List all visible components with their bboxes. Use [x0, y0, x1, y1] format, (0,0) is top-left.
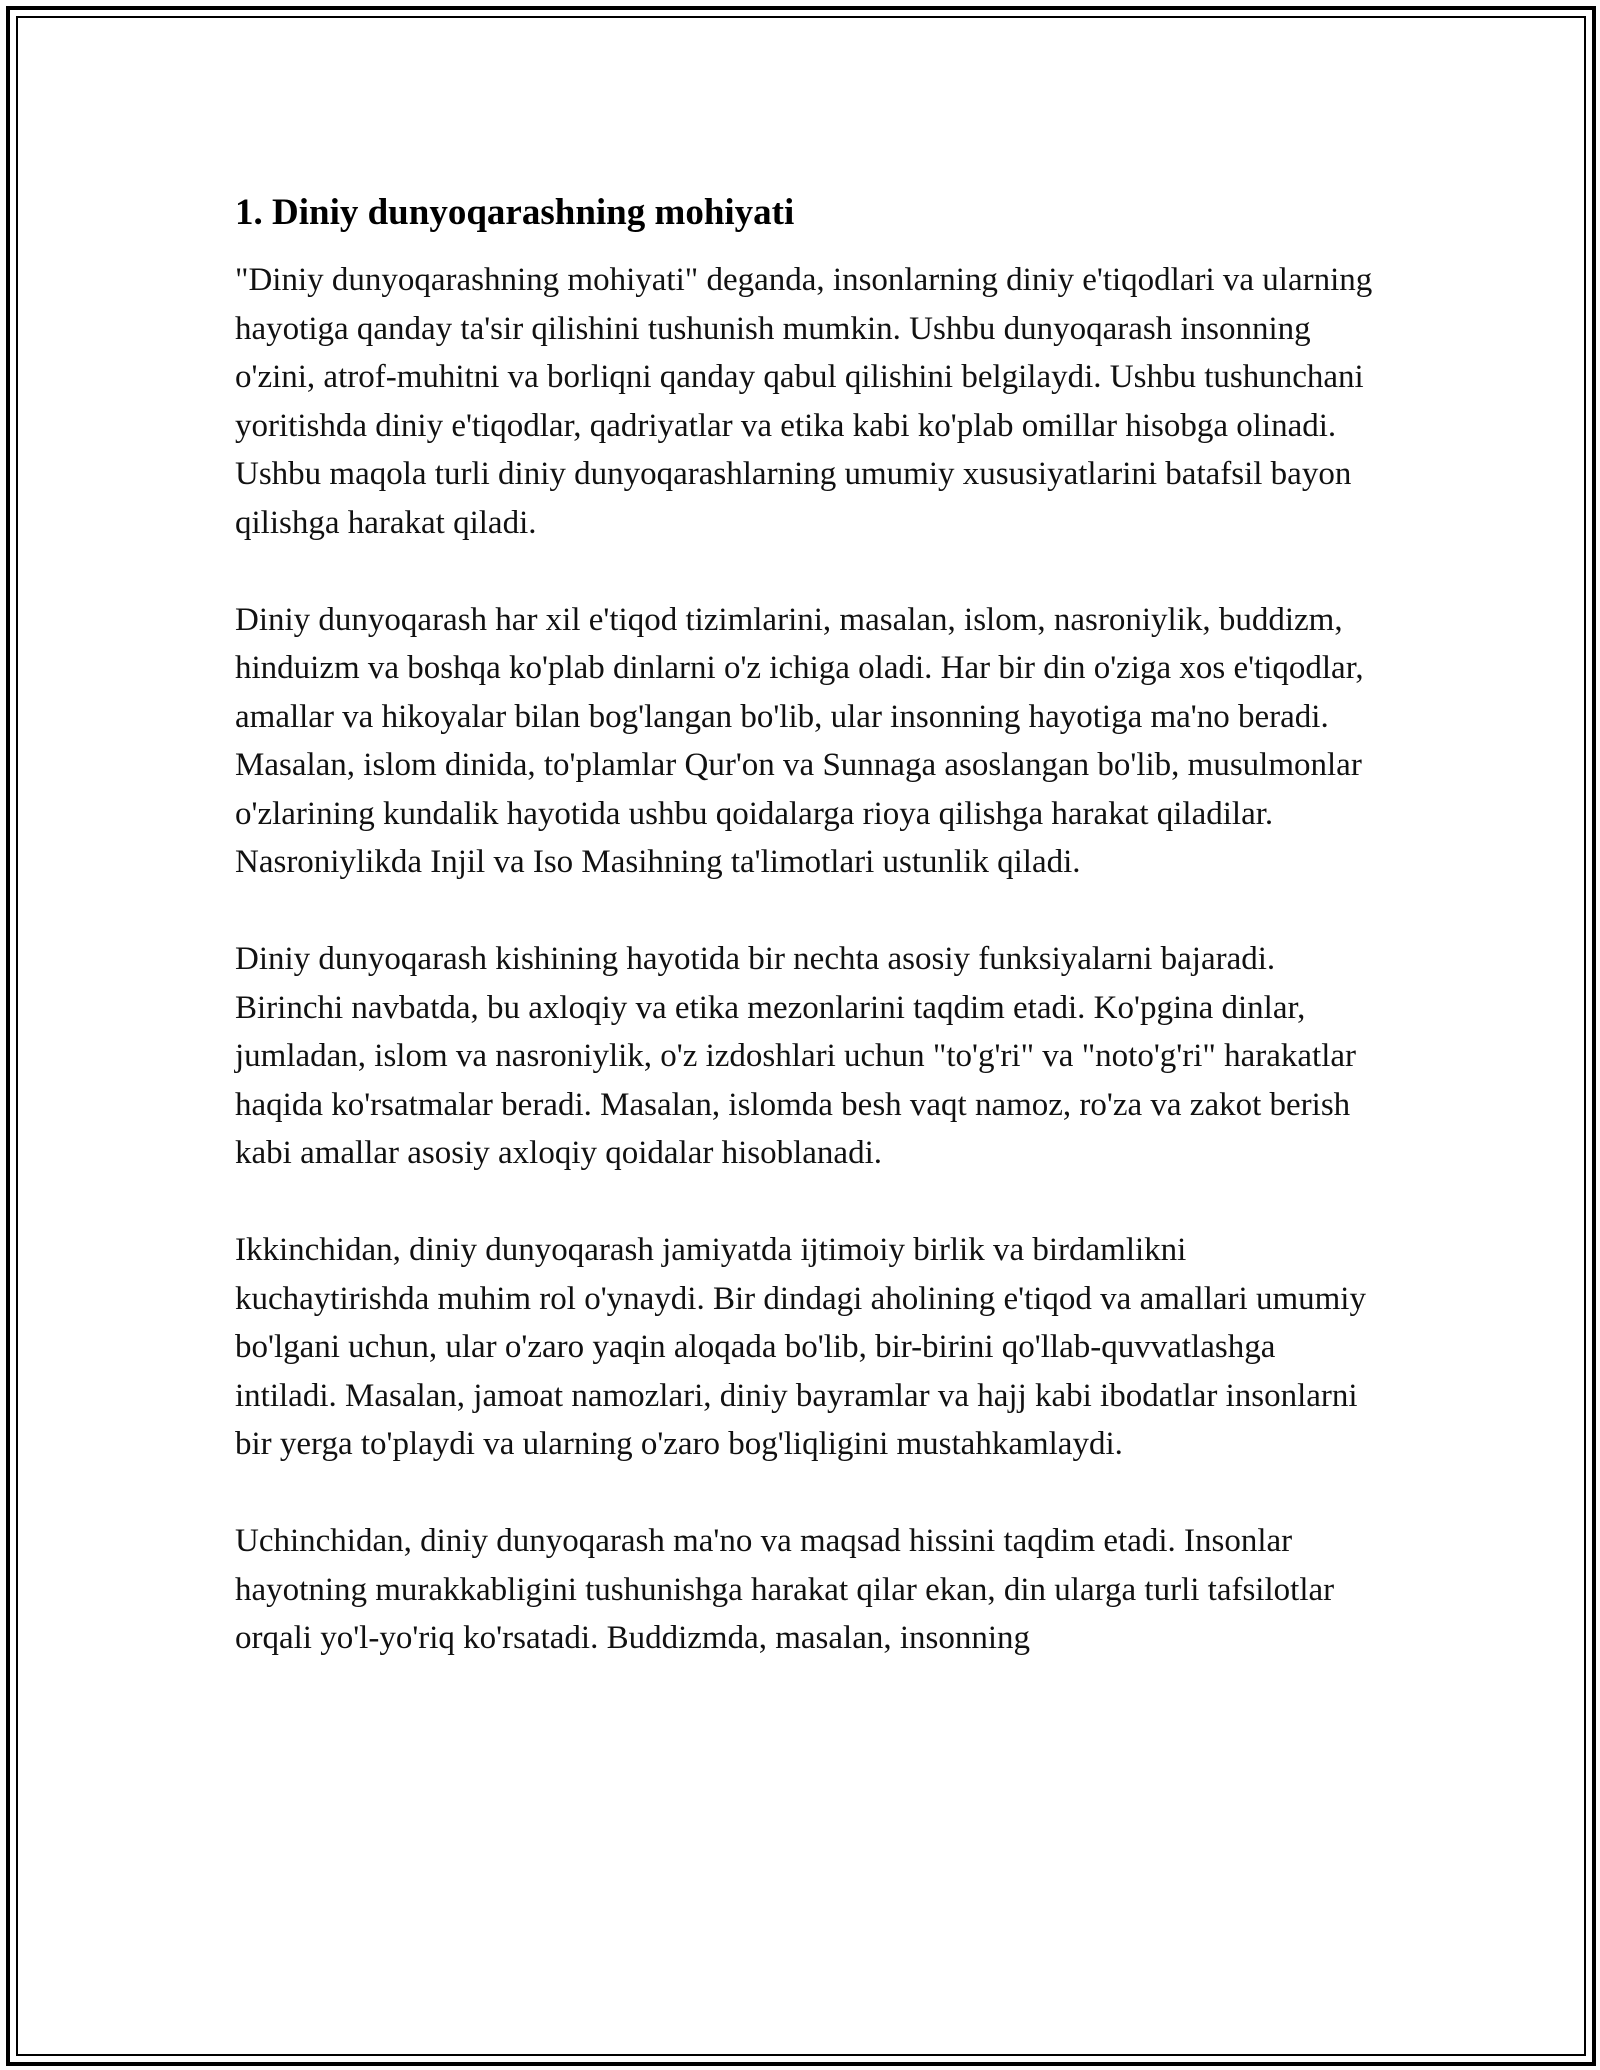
section-heading: 1. Diniy dunyoqarashning mohiyati: [235, 192, 795, 233]
paragraph-3: Diniy dunyoqarash kishining hayotida bir nechta asosiy funksiyalarni bajaradi. Birinchi navbatda, bu axloqiy va etika mezonlarini taqdim etadi. Ko'pgina dinlar, jumladan, islom va nasroniylik, o'z izdoshlari uchun "to'g'ri" va "noto'g'ri" harakatlar haqida ko'rsatmalar beradi. Masalan, islomda besh vaqt namoz, ro'za va zakot berish kabi amallar asosiy axloqiy qoidalar hisoblanadi.: [235, 941, 1357, 1171]
paragraph-2: Diniy dunyoqarash har xil e'tiqod tizimlarini, masalan, islom, nasroniylik, buddizm, hinduizm va boshqa ko'plab dinlarni o'z ichiga oladi. Har bir din o'ziga xos e'tiqodlar, amallar va hikoyalar bilan bog'langan bo'lib, ular insonning hayotiga ma'no beradi. Masalan, islom dinida, to'plamlar Qur'on va Sunnaga asoslangan bo'lib, musulmonlar o'zlarining kundalik hayotida ushbu qoidalarga rioya qilishga harakat qiladilar. Nasroniylikda Injil va Iso Masihning ta'limotlari ustunlik qiladi.: [235, 601, 1364, 880]
paragraph-1: "Diniy dunyoqarashning mohiyati" deganda, insonlarning diniy e'tiqodlari va ularning hayotiga qanday ta'sir qilishini tushunish mumkin. Ushbu dunyoqarash insonning o'zini, atrof-muhitni va borliqni qanday qabul qilishini belgilaydi. Ushbu tushunchani yoritishda diniy e'tiqodlar, qadriyatlar va etika kabi ko'plab omillar hisobga olinadi. Ushbu maqola turli diniy dunyoqarashlarning umumiy xususiyatlarini batafsil bayon qilishga harakat qiladi.: [235, 262, 1373, 541]
paragraph-4: Ikkinchidan, diniy dunyoqarash jamiyatda ijtimoiy birlik va birdamlikni kuchaytirishda muhim rol o'ynaydi. Bir dindagi aholining e'tiqod va amallari umumiy bo'lgani uchun, ular o'zaro yaqin aloqada bo'lib, bir-birini qo'llab-quvvatlashga intiladi. Masalan, jamoat namozlari, diniy bayramlar va hajj kabi ibodatlar insonlarni bir yerga to'playdi va ularning o'zaro bog'liqligini mustahkamlaydi.: [235, 1232, 1366, 1462]
document-body: [235, 188, 1375, 1711]
paragraph-5: Uchinchidan, diniy dunyoqarash ma'no va maqsad hissini taqdim etadi. Insonlar hayotning murakkabligini tushunishga harakat qilar ekan, din ularga turli tafsilotlar orqali yo'l-yo'riq ko'rsatadi. Buddizmda, masalan, insonning: [235, 1523, 1335, 1656]
